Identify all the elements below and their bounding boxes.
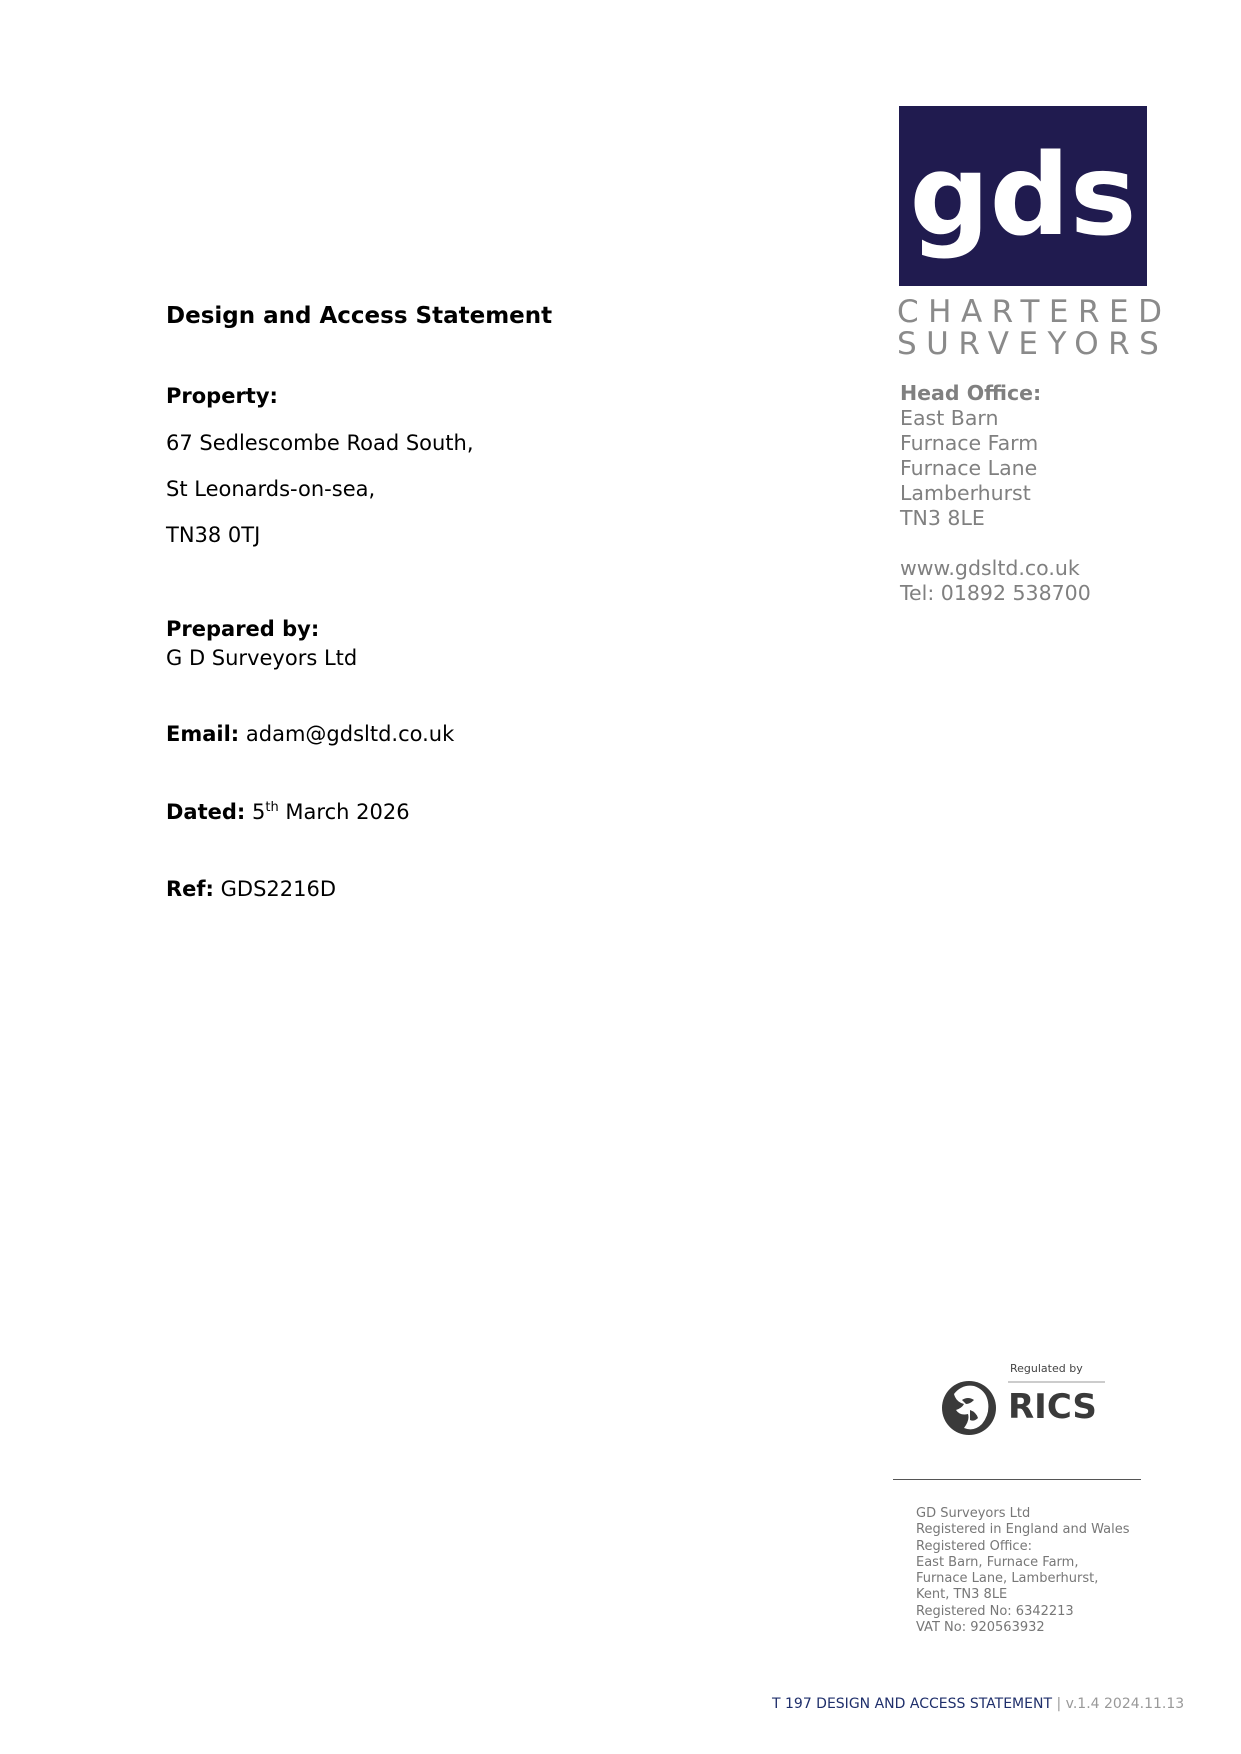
logo-surveyors: SURVEYORS xyxy=(897,326,1169,362)
office-line: TN3 8LE xyxy=(900,506,985,530)
prepared-by-value: G D Surveyors Ltd xyxy=(166,646,358,670)
office-line: Furnace Farm xyxy=(900,431,1039,455)
address-line-2: St Leonards-on-sea, xyxy=(166,477,376,501)
document-title: Design and Access Statement xyxy=(166,303,553,329)
dated-label: Dated: xyxy=(166,800,246,824)
address-line-1: 67 Sedlescombe Road South, xyxy=(166,431,474,455)
reg-line: East Barn, Furnace Farm, xyxy=(916,1554,1079,1570)
footer-doc-code: T 197 DESIGN AND ACCESS STATEMENT xyxy=(772,1696,1053,1712)
rics-wordmark: RICS xyxy=(1008,1387,1097,1427)
gds-logo xyxy=(899,106,1147,286)
website-link[interactable]: www.gdsltd.co.uk xyxy=(900,556,1080,580)
address-line-3: TN38 0TJ xyxy=(166,523,261,547)
head-office-heading: Head Office: xyxy=(900,381,1042,405)
email-line xyxy=(166,722,454,746)
email-value[interactable]: adam@gdsltd.co.uk xyxy=(245,722,455,746)
dated-suffix: th xyxy=(265,800,279,815)
footer-separator: | xyxy=(1052,1696,1066,1712)
ref-label: Ref: xyxy=(166,877,214,901)
reg-line: Registered Office: xyxy=(916,1538,1032,1554)
rics-regulated-label: Regulated by xyxy=(1010,1362,1083,1375)
prepared-by-label: Prepared by: xyxy=(166,617,320,641)
dated-line xyxy=(166,800,410,824)
telephone: Tel: 01892 538700 xyxy=(900,581,1091,605)
reg-line: Registered No: 6342213 xyxy=(916,1603,1074,1619)
ref-line xyxy=(166,877,336,901)
email-label: Email: xyxy=(166,722,240,746)
lion-icon xyxy=(942,1381,996,1435)
reg-line: VAT No: 920563932 xyxy=(916,1620,1045,1636)
reg-line: Registered in England and Wales xyxy=(916,1522,1130,1538)
head-office-block xyxy=(900,381,1091,606)
property-label: Property: xyxy=(166,384,278,408)
dated-day: 5 xyxy=(252,800,266,824)
dated-rest: March 2026 xyxy=(285,800,410,824)
reg-line: Furnace Lane, Lamberhurst, xyxy=(916,1571,1099,1587)
registration-block xyxy=(916,1506,1129,1636)
page-footer xyxy=(772,1696,1184,1712)
ref-value: GDS2216D xyxy=(220,877,337,901)
office-line: Furnace Lane xyxy=(900,456,1038,480)
office-line: East Barn xyxy=(900,406,999,430)
rics-logo xyxy=(940,1364,1115,1444)
reg-line: Kent, TN3 8LE xyxy=(916,1587,1008,1603)
office-line: Lamberhurst xyxy=(900,481,1031,505)
logo-wordmark: gds xyxy=(909,131,1137,261)
reg-line: GD Surveyors Ltd xyxy=(916,1506,1031,1521)
divider xyxy=(893,1479,1141,1480)
footer-version: v.1.4 2024.11.13 xyxy=(1065,1696,1185,1712)
logo-chartered: CHARTERED xyxy=(897,294,1172,330)
